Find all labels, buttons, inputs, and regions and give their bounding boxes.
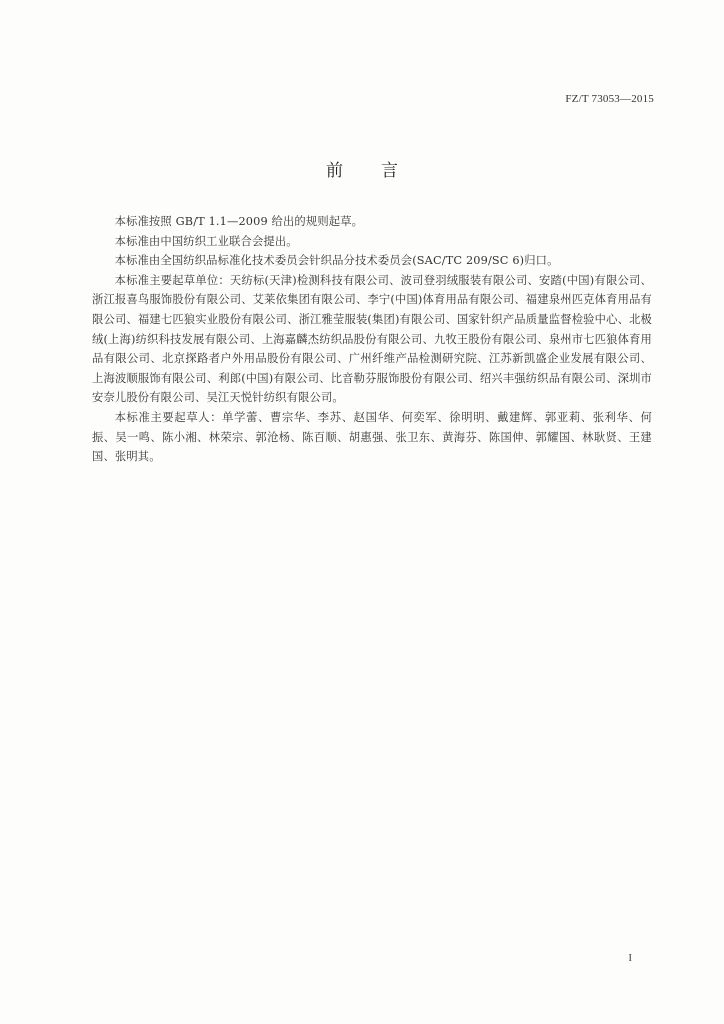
title-char-2: 言 (381, 161, 398, 181)
title-char-1: 前 (326, 161, 343, 181)
paragraph-drafting-rules: 本标准按照 GB/T 1.1—2009 给出的规则起草。 (114, 215, 364, 228)
paragraph-proposer: 本标准由中国纺织工业联合会提出。 (114, 234, 298, 248)
standard-code: FZ/T 73053—2015 (565, 93, 654, 105)
foreword-body (92, 212, 652, 467)
paragraph-drafting-organizations: 本标准主要起草单位：天纺标(天津)检测科技有限公司、波司登羽绒服装有限公司、安踏(中国)有限公司、浙江报喜鸟服饰股份有限公司、艾莱依集团有限公司、李宁(中国)体育用品有限公司、福建泉州匹克体育用品有限公司、福建七匹狼实业股份有限公司、浙江雅莹服装(集团)有限公司、国家针织产品质量监督检验中心、北极绒(上海)纺织科技发展有限公司、上海嘉麟杰纺织品股份有限公司、九牧王股份有限公司、泉州市七匹狼体育用品有限公司、北京探路者户外用品股份有限公司、广州纤维产品检测研究院、江苏新凯盛企业发展有限公司、上海波顺服饰有限公司、利郎(中国)有限公司、比音勒芬服饰股份有限公司、绍兴丰强纺织品有限公司、深圳市安奈儿股份有限公司、吴江天悦针纺织有限公司。 (92, 273, 652, 405)
paragraph-drafters: 本标准主要起草人：单学蕾、曹宗华、李苏、赵国华、何奕军、徐明明、戴建辉、郭亚莉、张利华、何振、吴一鸣、陈小湘、林荣宗、郭沧杨、陈百顺、胡惠强、张卫东、黄海芬、陈国伸、郭耀国、林耿贤、王建国、张明其。 (92, 410, 652, 464)
page-number: I (628, 952, 632, 964)
paragraph-responsible-committee: 本标准由全国纺织品标准化技术委员会针织品分技术委员会(SAC/TC 209/SC 6)归口。 (114, 254, 559, 268)
page-title (0, 156, 724, 181)
